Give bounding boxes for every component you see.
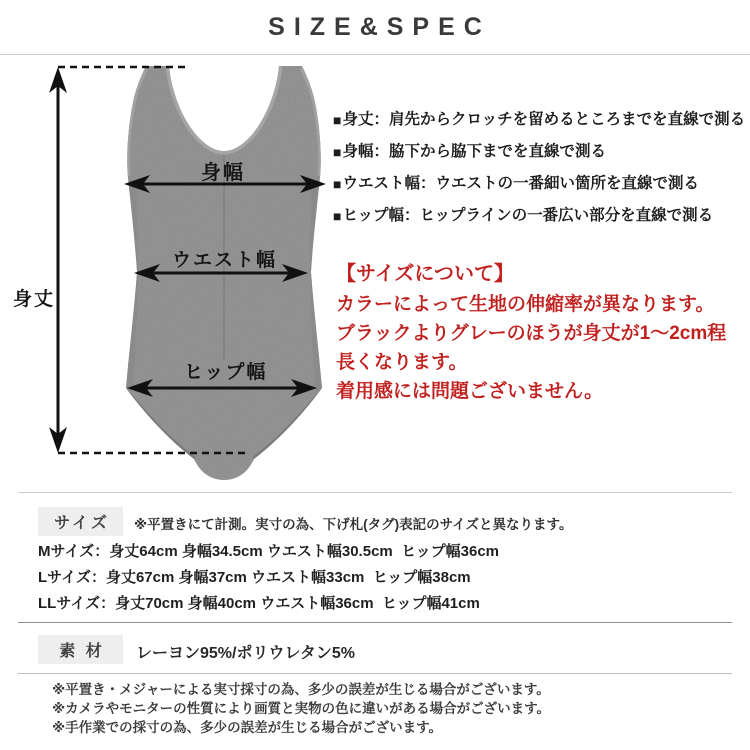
size-row-ll: LLサイズ：身丈70cm 身幅40cm ウエスト幅36cm ヒップ幅41cm <box>38 595 480 612</box>
bullet-square-icon: ■ <box>333 144 342 160</box>
shade-right <box>314 180 319 390</box>
size-table <box>38 539 499 617</box>
material-value: レーヨン95%/ポリウレタン5% <box>136 645 355 662</box>
length-label: 身丈 <box>13 289 56 310</box>
size-row-m: Mサイズ：身丈64cm 身幅34.5cm ウエスト幅30.5cm ヒップ幅36cm <box>38 543 499 560</box>
size-about-line: 長くなります。 <box>336 352 468 373</box>
size-about-heading: 【サイズについて】 <box>336 263 514 285</box>
footer-note: ※カメラやモニターの性質により画質と実物の色に違いがある場合がございます。 <box>52 701 551 716</box>
divider-footer <box>18 673 732 674</box>
divider-material <box>18 622 732 623</box>
bullet-square-icon: ■ <box>333 208 342 224</box>
page-title: SIZE&SPEC <box>268 13 491 41</box>
size-row-l: Lサイズ：身丈67cm 身幅37cm ウエスト幅33cm ヒップ幅38cm <box>38 569 471 586</box>
bullet-square-icon: ■ <box>333 176 342 192</box>
bullet-square-icon: ■ <box>333 112 342 128</box>
measure-guide-text: 身幅：脇下から脇下までを直線で測る <box>342 143 606 160</box>
measure-guide-item <box>333 142 749 174</box>
measure-guide-item <box>333 206 749 238</box>
size-about-block <box>336 259 748 406</box>
shade-left <box>129 180 134 390</box>
chest-width-label: 身幅 <box>201 162 245 184</box>
measure-guide-text: 身丈：肩先からクロッチを留めるところまでを直線で測る <box>342 111 746 128</box>
measure-guide-item <box>333 110 749 142</box>
material-section-label: 素 材 <box>38 635 123 664</box>
footer-note: ※手作業での採寸の為、多少の誤差が生じる場合がございます。 <box>52 720 443 735</box>
size-section-label: サイズ <box>38 507 123 536</box>
size-about-line: ブラックよりグレーのほうが身丈が1〜2cm程 <box>336 323 727 344</box>
waist-width-label: ウエスト幅 <box>172 250 278 271</box>
garment-shape <box>100 60 340 490</box>
size-measure-note: ※平置きにて計測。実寸の為、下げ札(タグ)表記のサイズと異なります。 <box>134 517 573 532</box>
measure-guide-list <box>333 110 749 238</box>
measure-guide-text: ウエスト幅：ウエストの一番細い箇所を直線で測る <box>342 175 699 192</box>
footer-notes <box>52 680 550 737</box>
garment-diagram-svg <box>0 60 360 490</box>
size-about-line: 着用感には問題ございません。 <box>336 381 604 402</box>
footer-note: ※平置き・メジャーによる実寸採寸の為、多少の誤差が生じる場合がございます。 <box>52 682 550 697</box>
divider-sizes <box>18 492 732 493</box>
measure-guide-item <box>333 174 749 206</box>
measure-guide-text: ヒップ幅：ヒップラインの一番広い部分を直線で測る <box>342 207 714 224</box>
size-about-line: カラーによって生地の伸縮率が異なります。 <box>336 294 715 315</box>
divider-top <box>0 54 750 55</box>
hip-width-label: ヒップ幅 <box>184 362 268 383</box>
